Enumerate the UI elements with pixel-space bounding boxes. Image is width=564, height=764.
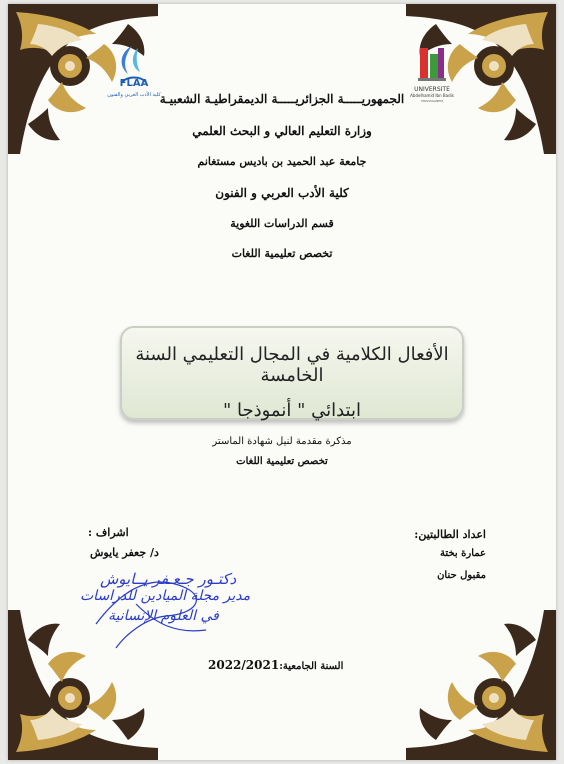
specialty-name: تخصص تعليمية اللغات xyxy=(231,247,333,260)
ministry-name: وزارة التعليم العالي و البحث العلمي xyxy=(192,124,372,138)
country-name: الجمهوريـــــة الجزائريـــــة الديمقراطيـة الشعبيـة xyxy=(159,92,405,106)
department-name: قسم الدراسات اللغوية xyxy=(230,217,334,230)
stamp-line-2: مدير مجلة الميادين للدراسات xyxy=(80,588,251,604)
university-logo-caption: Abdelhamid Ibn Badis xyxy=(410,93,454,98)
corner-ornament-bottom-right xyxy=(406,610,556,760)
student-name-2: مقبول حنان xyxy=(437,570,486,581)
university-name: جامعة عبد الحميد بن باديس مستغانم xyxy=(197,155,367,168)
students-label: اعداد الطالبتين: xyxy=(414,528,486,541)
thesis-title-box xyxy=(120,326,464,420)
thesis-specialty: تخصص تعليمية اللغات xyxy=(236,456,328,467)
signature-scribble xyxy=(86,564,226,654)
supervisor-label: اشراف : xyxy=(88,526,129,539)
supervisor-name: د/ جعفر يايوش xyxy=(90,546,159,559)
university-logo-icon xyxy=(406,44,458,86)
student-name-1: عمارة بختة xyxy=(440,548,486,559)
flaa-logo-text: FLAA xyxy=(119,78,149,89)
stamp-line-1: دكتـور جـعـفر يــايوش xyxy=(100,570,237,588)
university-logo-caption-small: MOSTAGANEM xyxy=(421,99,443,103)
academic-year-label: السنة الجامعية: xyxy=(279,661,344,672)
thesis-purpose: مذكرة مقدمة لنيل شهادة الماستر xyxy=(212,436,352,447)
thesis-title-line-1: الأفعال الكلامية في المجال التعليمي السنة الخامسة xyxy=(135,344,449,386)
document-page xyxy=(8,4,556,760)
stamp-line-3: في العلوم الإنسانية xyxy=(108,608,219,624)
academic-year xyxy=(208,658,343,672)
flaa-logo-caption: كلية الأدب العربي والفنون xyxy=(107,92,161,98)
faculty-name: كلية الأدب العربي و الفنون xyxy=(215,186,349,200)
academic-year-value: 2022/2021 xyxy=(208,658,280,672)
university-logo-name: UNIVERSITE xyxy=(414,86,450,93)
thesis-title-line-2: ابتدائي " أنموذجا " xyxy=(223,400,361,421)
